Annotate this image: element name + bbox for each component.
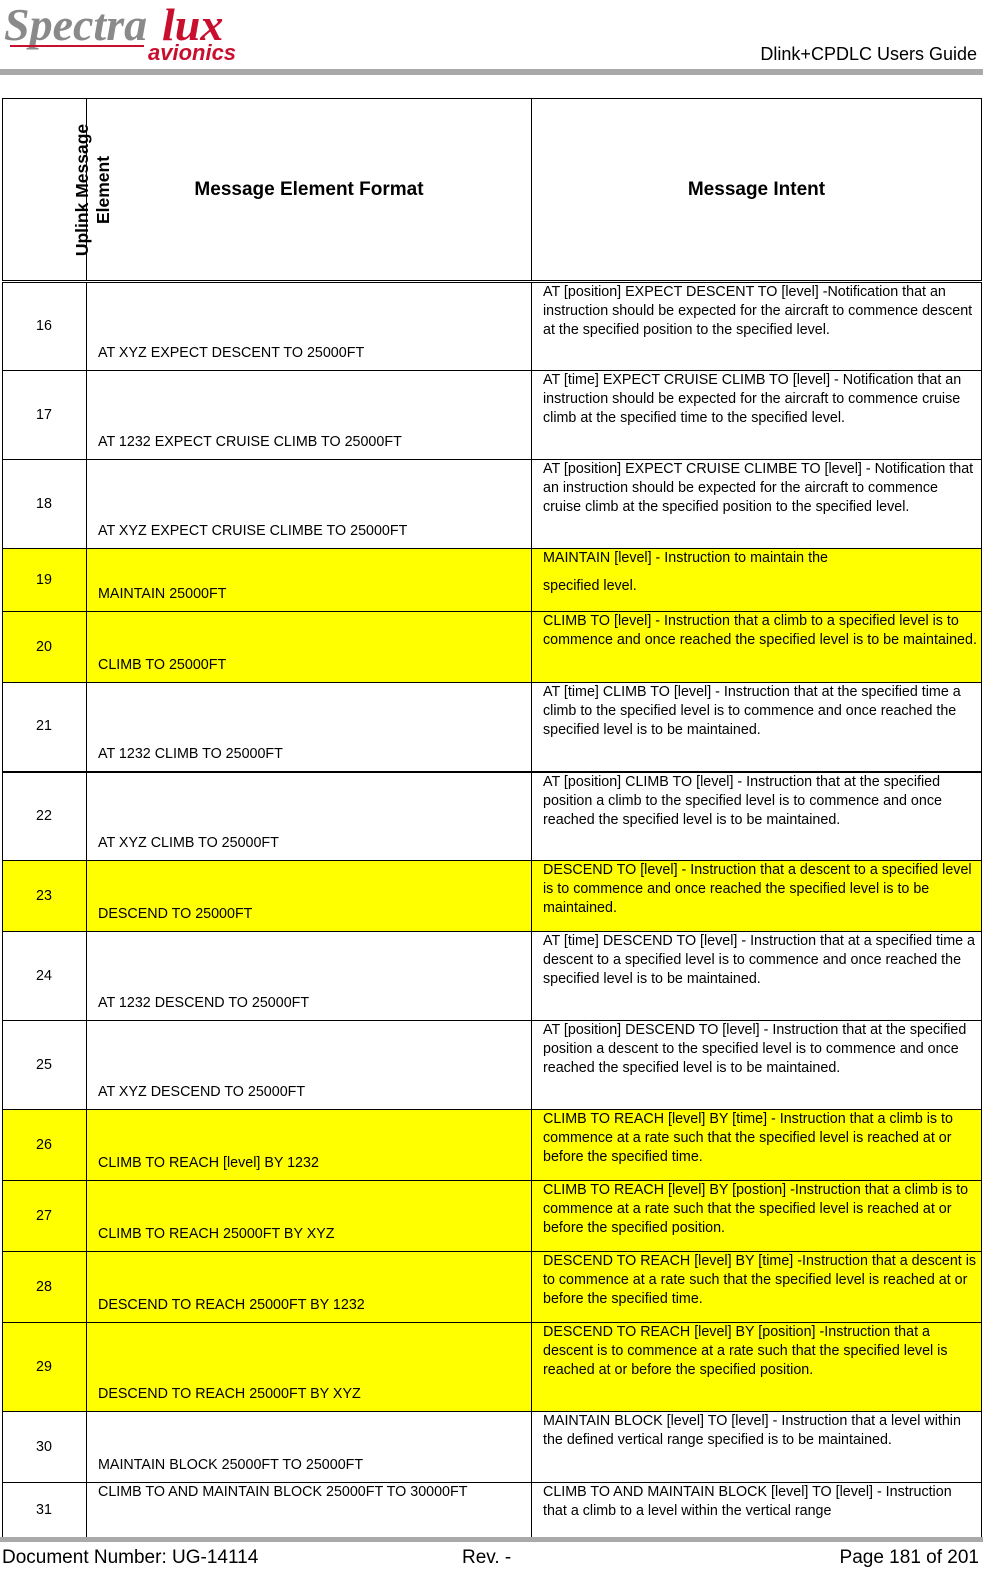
- table-row: [3, 282, 982, 371]
- element-number: 31: [3, 1483, 87, 1539]
- element-number: 23: [3, 861, 87, 932]
- document-number: Document Number: UG-14114: [2, 1547, 259, 1568]
- intent-text: CLIMB TO REACH [level] BY [postion] -Instruction that a climb is to commence at a rate such that the specified level is reached at or before the specified position.: [543, 1182, 969, 1236]
- footer-divider: [0, 1537, 983, 1542]
- element-number: 26: [3, 1110, 87, 1181]
- element-intent: [532, 1412, 982, 1483]
- table-header-row: [3, 99, 982, 282]
- table-row: [3, 1110, 982, 1181]
- table-row: [3, 612, 982, 683]
- element-format: CLIMB TO REACH [level] BY 1232: [87, 1110, 532, 1181]
- element-format: AT 1232 EXPECT CRUISE CLIMB TO 25000FT: [87, 371, 532, 460]
- page-number: Page 181 of 201: [839, 1547, 979, 1568]
- table-row: [3, 1483, 982, 1539]
- element-intent: [532, 1323, 982, 1412]
- svg-text:lux: lux: [162, 0, 224, 50]
- element-format: CLIMB TO 25000FT: [87, 612, 532, 683]
- intent-text: CLIMB TO REACH [level] BY [time] - Instruction that a climb is to commence at a rate such that the specified level is reached at or before the specified time.: [543, 1111, 953, 1165]
- element-format: AT XYZ EXPECT DESCENT TO 25000FT: [87, 282, 532, 371]
- element-intent: [532, 371, 982, 460]
- element-intent: [532, 1252, 982, 1323]
- element-format: AT 1232 DESCEND TO 25000FT: [87, 932, 532, 1021]
- intent-text: DESCEND TO REACH [level] BY [position] -Instruction that a descent is to commence at a rate such that the specified level is reached at or before the specified position.: [543, 1324, 948, 1378]
- page-header: [0, 0, 983, 72]
- element-intent: [532, 861, 982, 932]
- svg-text:Spectra: Spectra: [4, 0, 148, 50]
- message-table: [2, 98, 981, 1539]
- table-row: [3, 1323, 982, 1412]
- element-format: CLIMB TO REACH 25000FT BY XYZ: [87, 1181, 532, 1252]
- column-header-element-label: Uplink Message Element: [72, 123, 113, 256]
- intent-text: AT [time] DESCEND TO [level] - Instruction that at a specified time a descent to a specified level is to commence and once reached the specified level is to be maintained.: [543, 933, 975, 987]
- intent-text: MAINTAIN BLOCK [level] TO [level] - Instruction that a level within the defined vertical range specified is to be maintained.: [543, 1413, 961, 1448]
- element-number: 29: [3, 1323, 87, 1412]
- table-row: [3, 772, 982, 861]
- intent-text: AT [position] EXPECT DESCENT TO [level] -Notification that an instruction should be expected for the aircraft to commence descent at the specified position to the specified level.: [543, 284, 973, 338]
- element-intent: [532, 460, 982, 549]
- intent-text-continued: specified level.: [543, 578, 637, 594]
- element-number: 30: [3, 1412, 87, 1483]
- table-row: [3, 683, 982, 772]
- element-intent: [532, 612, 982, 683]
- element-number: 16: [3, 282, 87, 371]
- element-intent: [532, 772, 982, 861]
- revision: Rev. -: [462, 1547, 512, 1568]
- element-format: DESCEND TO REACH 25000FT BY 1232: [87, 1252, 532, 1323]
- element-number: 24: [3, 932, 87, 1021]
- intent-text: MAINTAIN [level] - Instruction to maintain the: [543, 550, 828, 566]
- element-number: 25: [3, 1021, 87, 1110]
- element-number: 17: [3, 371, 87, 460]
- element-format: AT XYZ CLIMB TO 25000FT: [87, 772, 532, 861]
- element-intent: [532, 1181, 982, 1252]
- element-intent: [532, 683, 982, 772]
- element-number: 19: [3, 549, 87, 612]
- element-number: 22: [3, 772, 87, 861]
- table-row: [3, 460, 982, 549]
- intent-text: CLIMB TO [level] - Instruction that a climb to a specified level is to commence and once reached the specified level is to be maintained.: [543, 613, 977, 648]
- element-number: 28: [3, 1252, 87, 1323]
- table-row: [3, 1021, 982, 1110]
- element-format: AT XYZ DESCEND TO 25000FT: [87, 1021, 532, 1110]
- element-format: DESCEND TO 25000FT: [87, 861, 532, 932]
- element-format: DESCEND TO REACH 25000FT BY XYZ: [87, 1323, 532, 1412]
- column-header-element: [3, 99, 113, 282]
- table-row: [3, 371, 982, 460]
- element-intent: [532, 282, 982, 371]
- element-number: 21: [3, 683, 87, 772]
- intent-text: AT [time] EXPECT CRUISE CLIMB TO [level] - Notification that an instruction should be expected for the aircraft to commence cruise climb at the specified time to the specified level.: [543, 372, 962, 426]
- header-divider: [0, 69, 983, 75]
- element-number: 20: [3, 612, 87, 683]
- element-intent: [532, 1110, 982, 1181]
- element-format: MAINTAIN BLOCK 25000FT TO 25000FT: [87, 1412, 532, 1483]
- column-header-intent: Message Intent: [532, 99, 982, 282]
- intent-text: DESCEND TO [level] - Instruction that a descent to a specified level is to commence and once reached the specified level is to be maintained.: [543, 862, 972, 916]
- element-intent: [532, 549, 982, 612]
- element-intent: [532, 1021, 982, 1110]
- element-format: AT XYZ EXPECT CRUISE CLIMBE TO 25000FT: [87, 460, 532, 549]
- element-format: AT 1232 CLIMB TO 25000FT: [87, 683, 532, 772]
- element-number: 18: [3, 460, 87, 549]
- element-format: MAINTAIN 25000FT: [87, 549, 532, 612]
- element-number: 27: [3, 1181, 87, 1252]
- svg-text:avionics: avionics: [148, 40, 237, 65]
- table-row: [3, 1181, 982, 1252]
- intent-text: AT [position] DESCEND TO [level] - Instruction that at the specified position a descent to the specified level is to commence and once reached the specified level is to be maintained.: [543, 1022, 967, 1076]
- intent-text: DESCEND TO REACH [level] BY [time] -Instruction that a descent is to commence at a rate such that the specified level is reached at or before the specified time.: [543, 1253, 977, 1307]
- intent-text: AT [time] CLIMB TO [level] - Instruction that at the specified time a climb to the specified level is to commence and once reached the specified level is to be maintained.: [543, 684, 961, 738]
- table-row: [3, 1252, 982, 1323]
- table-row: [3, 1412, 982, 1483]
- element-intent: [532, 1483, 982, 1539]
- table-row: [3, 549, 982, 612]
- table-row: [3, 861, 982, 932]
- intent-text: AT [position] EXPECT CRUISE CLIMBE TO [level] - Notification that an instruction should be expected for the aircraft to commence cruise climb at the specified position to the specified level.: [543, 461, 974, 515]
- document-title: Dlink+CPDLC Users Guide: [760, 44, 977, 64]
- intent-text: AT [position] CLIMB TO [level] - Instruction that at the specified position a climb to the specified level is to commence and once reached the specified level is to be maintained.: [543, 773, 942, 828]
- column-header-format: Message Element Format: [87, 99, 532, 282]
- spectralux-logo: [2, 0, 260, 66]
- table-row: [3, 932, 982, 1021]
- intent-text: CLIMB TO AND MAINTAIN BLOCK [level] TO [level] - Instruction that a climb to a level within the vertical range: [543, 1484, 952, 1519]
- element-format: CLIMB TO AND MAINTAIN BLOCK 25000FT TO 30000FT: [87, 1483, 532, 1539]
- element-intent: [532, 932, 982, 1021]
